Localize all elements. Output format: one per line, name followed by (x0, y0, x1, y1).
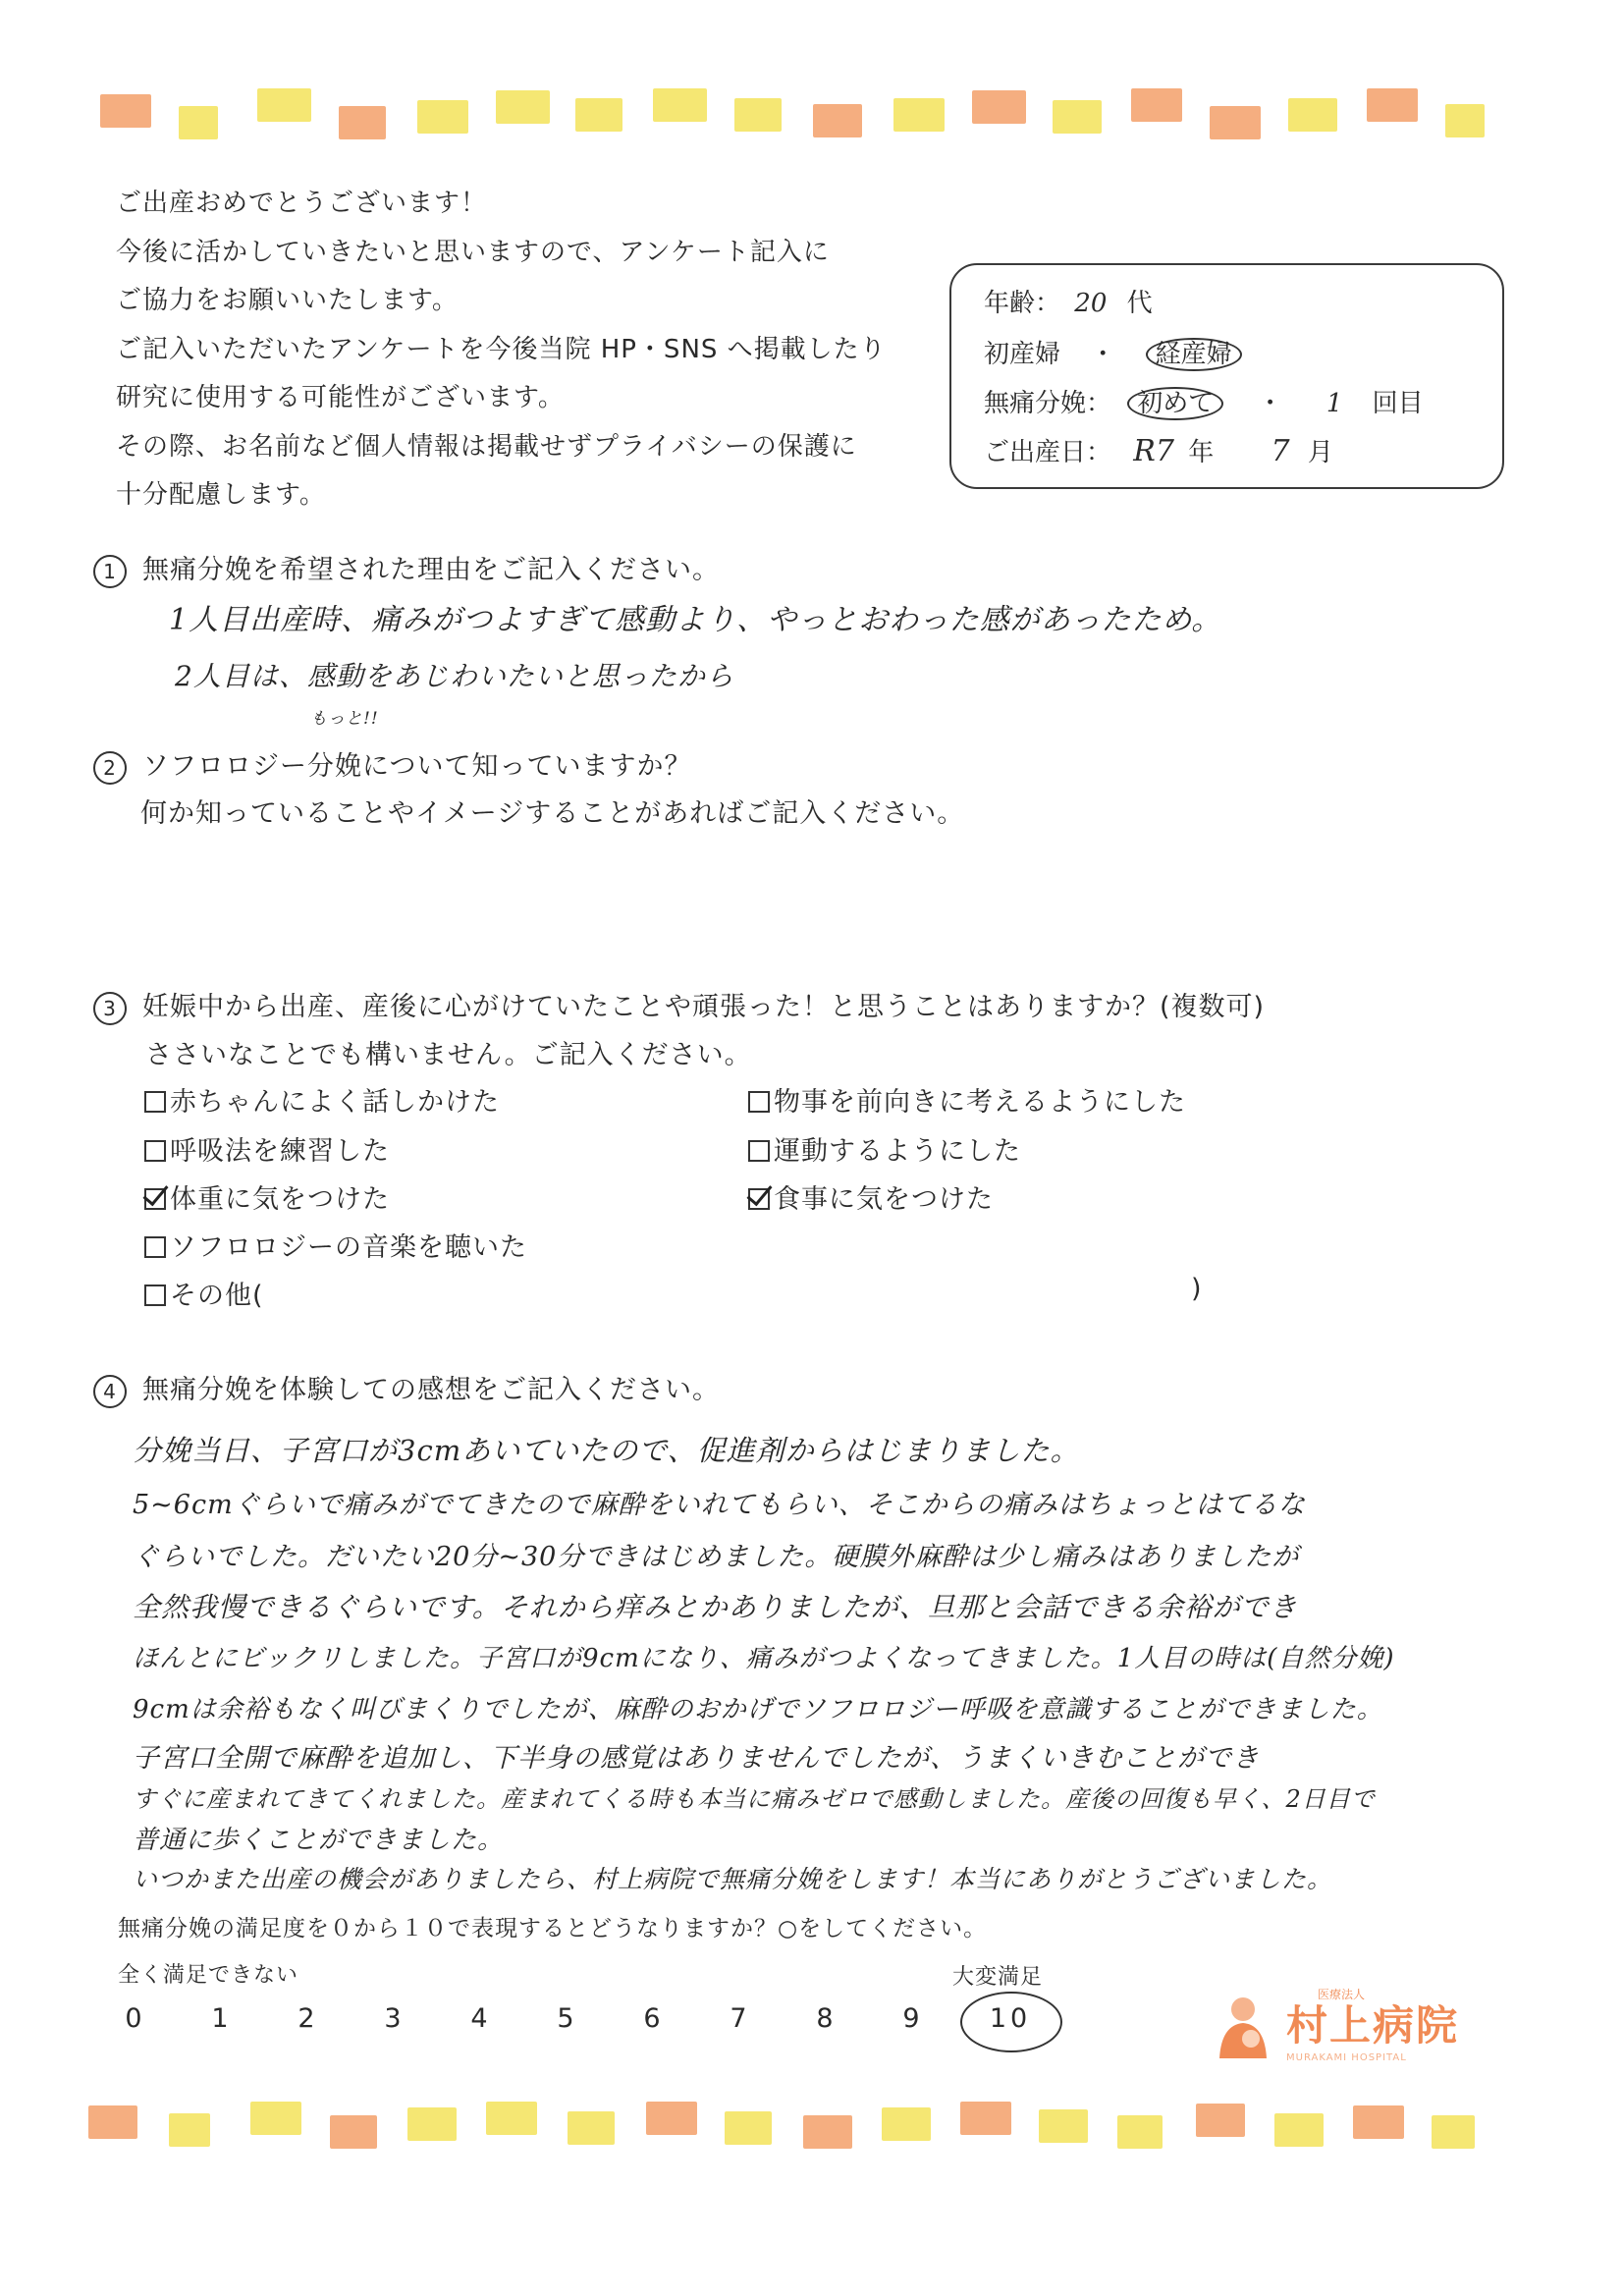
option-other-close-paren: ) (1191, 1274, 1203, 1304)
tape-piece (893, 98, 945, 132)
tape-piece (1367, 88, 1418, 122)
intro-line: ご記入いただいたアンケートを今後当院 HP・SNS へ掲載したり (116, 334, 887, 364)
tape-piece (725, 2111, 772, 2145)
option-weight-care[interactable] (144, 1177, 390, 1216)
question-number: 4 (93, 1375, 127, 1408)
tape-piece (339, 106, 386, 139)
patient-info-box (949, 263, 1504, 489)
option-other[interactable] (144, 1274, 264, 1312)
q4-answer-line: ぐらいでした。だいたい20分~30分できはじめました。硬膜外麻酔は少し痛みはありましたが (133, 1542, 1300, 1572)
q4-answer-line: 全然我慢できるぐらいです。それから痒みとかありましたが、旦那と会話できる余裕ができ (133, 1591, 1298, 1623)
q4-answer-line: 5~6cmぐらいで痛みがでてきたので麻酔をいれてもらい、そこからの痛みはちょっとはてるな (133, 1490, 1306, 1520)
tape-piece (882, 2107, 931, 2141)
tape-piece (813, 104, 862, 137)
scale-number-6[interactable]: 6 (643, 2003, 661, 2034)
scale-low-label: 全く満足できない (118, 1963, 299, 1988)
question-3 (93, 985, 1265, 1025)
q1-answer-line-2: 2人目は、感動をあじわいたいと思ったから (175, 660, 734, 692)
scale-number-0[interactable]: 0 (125, 2003, 142, 2034)
q1-answer-line-1: 1人目出産時、痛みがつよすぎて感動より、やっとおわった感があったため。 (169, 603, 1222, 637)
tape-piece (972, 90, 1026, 124)
question-1 (93, 548, 720, 588)
tape-piece (568, 2111, 615, 2145)
age-row (984, 283, 1153, 319)
age-value: 20 (1074, 289, 1108, 318)
question-3-sub: ささいなことでも構いません。ご記入ください。 (145, 1040, 752, 1070)
intro-line: ご出産おめでとうございます！ (116, 189, 488, 218)
intro-line: 研究に使用する可能性がございます。 (116, 383, 565, 412)
first-birth-label: 初産婦 (984, 340, 1061, 369)
checkbox[interactable] (144, 1140, 166, 1162)
tape-piece (179, 106, 218, 139)
q1-answer-note: もっと!! (310, 709, 379, 729)
intro-line: 今後に活かしていきたいと思いますので、アンケート記入に (116, 237, 830, 267)
scale-number-9[interactable]: 9 (902, 2003, 920, 2034)
scale-number-3[interactable]: 3 (384, 2003, 402, 2034)
question-text: 無痛分娩を希望された理由をご記入ください。 (142, 555, 720, 585)
checkbox[interactable] (144, 1091, 166, 1113)
option-label: 運動するようにした (774, 1136, 1021, 1167)
tape-piece (486, 2102, 537, 2135)
mother-child-icon (1208, 1990, 1276, 2068)
age-unit: 代 (1126, 289, 1153, 318)
tape-piece (250, 2102, 301, 2135)
checkbox[interactable] (144, 1285, 166, 1306)
painless-count: 1 (1325, 389, 1343, 418)
painless-first: 初めて (1127, 387, 1223, 420)
option-diet-care[interactable] (748, 1177, 994, 1216)
scale-number-1[interactable]: 1 (211, 2003, 229, 2034)
month-unit: 月 (1307, 438, 1333, 467)
tape-piece (169, 2113, 210, 2147)
top-tape-stripe (0, 88, 1623, 147)
question-4 (93, 1368, 720, 1408)
checkbox[interactable] (748, 1140, 770, 1162)
painless-label: 無痛分娩： (984, 389, 1112, 418)
tape-piece (1196, 2104, 1245, 2137)
logo-name: 村上病院 (1286, 2001, 1460, 2050)
parity-row (984, 334, 1242, 370)
second-birth-label: 経産婦 (1146, 338, 1242, 371)
checkbox[interactable] (144, 1236, 166, 1258)
tape-piece (734, 98, 782, 132)
question-2-sub: 何か知っていることやイメージすることがあればご記入ください。 (140, 798, 965, 829)
tape-piece (1039, 2109, 1088, 2143)
scale-high-label: 大変満足 (952, 1965, 1044, 1990)
question-2 (93, 744, 691, 785)
option-label: 赤ちゃんによく話しかけた (170, 1087, 500, 1118)
option-label: その他( (170, 1281, 264, 1311)
q4-answer-line: 普通に歩くことができました。 (133, 1826, 505, 1855)
intro-line: 十分配慮します。 (116, 480, 326, 510)
option-label: 物事を前向きに考えるようにした (774, 1087, 1186, 1118)
tape-piece (88, 2105, 137, 2139)
q4-answer-line: ほんとにビックリしました。子宮口が9cmになり、痛みがつよくなってきました。1人目の時は(自然分娩) (133, 1644, 1395, 1673)
question-number: 2 (93, 751, 127, 785)
option-label: 呼吸法を練習した (170, 1136, 390, 1167)
birth-date-label: ご出産日： (984, 438, 1112, 467)
option-positive-thinking[interactable] (748, 1080, 1186, 1119)
separator-dot: ・ (1257, 389, 1283, 418)
option-breathing-practice[interactable] (144, 1129, 390, 1168)
tape-piece (496, 90, 550, 124)
tape-piece (1432, 2115, 1475, 2149)
checkbox-checked[interactable] (748, 1188, 770, 1210)
tape-piece (330, 2115, 377, 2149)
question-number: 1 (93, 555, 127, 588)
tape-piece (1053, 100, 1102, 134)
tape-piece (1210, 106, 1261, 139)
birth-date-row (984, 432, 1333, 468)
painless-row (984, 383, 1424, 419)
tape-piece (575, 98, 622, 132)
checkbox[interactable] (748, 1091, 770, 1113)
logo-corporation-label: 医療法人 (1318, 1988, 1366, 2001)
q4-answer-line: 9cmは余裕もなく叫びまくりでしたが、麻酔のおかげでソフロロジー呼吸を意識することができました。 (133, 1695, 1383, 1724)
tape-piece (960, 2102, 1011, 2135)
question-text: 無痛分娩を体験しての感想をご記入ください。 (142, 1375, 720, 1405)
q4-answer-line: 分娩当日、子宮口が3cmあいていたので、促進剤からはじまりました。 (133, 1434, 1080, 1467)
scale-number-5[interactable]: 5 (557, 2003, 574, 2034)
age-label: 年齢： (984, 289, 1061, 318)
option-sophrology-music[interactable] (144, 1226, 527, 1264)
scale-number-7[interactable]: 7 (730, 2003, 747, 2034)
option-label: ソフロロジーの音楽を聴いた (170, 1232, 527, 1263)
hospital-logo (1208, 1986, 1502, 2074)
tape-piece (1131, 88, 1182, 122)
q4-answer-line: すぐに産まれてきてくれました。産まれてくる時も本当に痛みゼロで感動しました。産後の回復も早く、2日目で (133, 1785, 1376, 1813)
scale-number-4[interactable]: 4 (470, 2003, 488, 2034)
birth-month: 7 (1271, 434, 1290, 468)
tape-piece (257, 88, 311, 122)
option-talk-to-baby[interactable] (144, 1080, 500, 1119)
scale-number-2[interactable]: 2 (298, 2003, 315, 2034)
question-text: ソフロロジー分娩について知っていますか？ (142, 751, 692, 782)
year-unit: 年 (1188, 438, 1215, 467)
option-exercise[interactable] (748, 1129, 1021, 1168)
q4-answer-line: 子宮口全開で麻酔を追加し、下半身の感覚はありませんでしたが、うまくいきむことができ (133, 1743, 1260, 1774)
tape-piece (653, 88, 707, 122)
tape-piece (803, 2115, 852, 2149)
logo-subtitle: MURAKAMI HOSPITAL (1286, 2052, 1407, 2063)
intro-line: ご協力をお願いいたします。 (116, 286, 459, 315)
tape-piece (100, 94, 151, 128)
q4-answer-line: いつかまた出産の機会がありましたら、村上病院で無痛分娩をします！本当にありがとうございました。 (133, 1865, 1333, 1893)
question-number: 3 (93, 992, 127, 1025)
intro-line: その際、お名前など個人情報は掲載せずプライバシーの保護に (116, 431, 857, 462)
tape-piece (417, 100, 468, 134)
tape-piece (407, 2107, 457, 2141)
tape-piece (1288, 98, 1337, 132)
tape-piece (1117, 2115, 1163, 2149)
tape-piece (646, 2102, 697, 2135)
tape-piece (1353, 2105, 1404, 2139)
bottom-tape-stripe (0, 2102, 1623, 2160)
option-label: 食事に気をつけた (774, 1184, 994, 1215)
question-text: 妊娠中から出産、産後に心がけていたことや頑張った！と思うことはありますか？(複数可) (142, 992, 1266, 1022)
painless-unit: 回目 (1372, 389, 1424, 418)
separator-dot: ・ (1090, 340, 1116, 369)
tape-piece (1445, 104, 1485, 137)
checkbox-checked[interactable] (144, 1188, 166, 1210)
scale-number-10[interactable]: 10 (989, 2003, 1032, 2034)
option-label: 体重に気をつけた (170, 1184, 390, 1215)
birth-year: R7 (1133, 434, 1174, 468)
scale-number-8[interactable]: 8 (816, 2003, 834, 2034)
tape-piece (1274, 2113, 1324, 2147)
intro-text (116, 180, 921, 520)
satisfaction-question: 無痛分娩の満足度を０から１０で表現するとどうなりますか？○をしてください。 (118, 1916, 988, 1941)
